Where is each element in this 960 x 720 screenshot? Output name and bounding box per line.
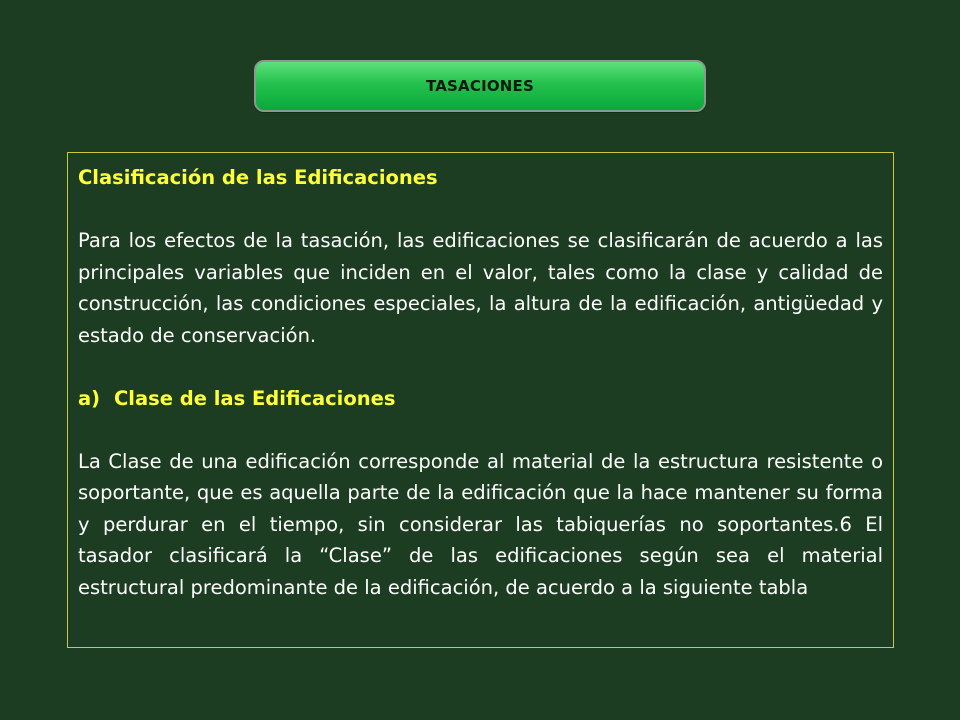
paragraph-class: La Clase de una edificación corresponde al material de la estructura resistente o soportante, que es aquella parte de la edificación que la hace mantener su forma y perdurar en el tiempo, sin considerar las tabiquerías no soportantes.6 El tasador clasificará la “Clase” de las edificaciones según sea el material estructural predominante de la edificación, de acuerdo a la siguiente tabla [78, 449, 883, 599]
spacer [78, 414, 883, 446]
paragraph-intro: Para los efectos de la tasación, las edificaciones se clasificarán de acuerdo a las principales variables que inciden en el valor, tales como la clase y calidad de construcción, las condiciones especiales, la altura de la edificación, antigüedad y estado de conservación. [78, 229, 883, 347]
list-marker: a) [78, 386, 101, 410]
spacer [78, 351, 883, 383]
title-banner [254, 60, 706, 112]
sub-heading [78, 383, 883, 415]
sub-heading-text: Clase de las Edificaciones [114, 386, 396, 410]
spacer [78, 194, 883, 226]
page-title: TASACIONES [425, 77, 535, 95]
content-box [67, 152, 894, 648]
section-heading: Clasificación de las Edificaciones [78, 166, 438, 189]
